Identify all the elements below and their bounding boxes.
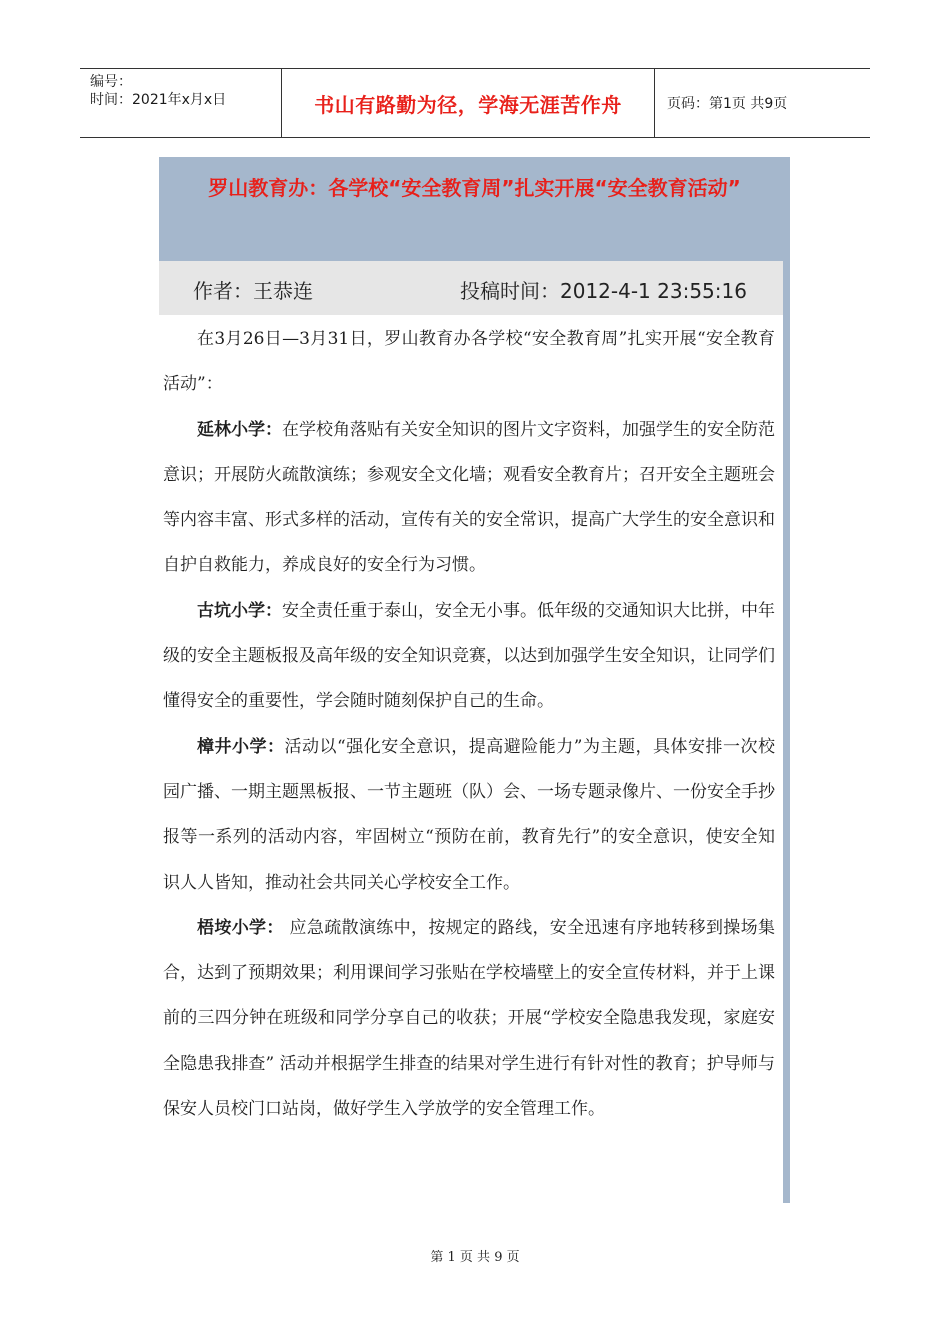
school-name: 梧垵小学：	[197, 917, 284, 938]
header-motto-cell	[282, 69, 655, 137]
header-page-cell	[655, 69, 870, 137]
section-paragraph	[163, 725, 775, 906]
page-code: 页码：第1页 共9页	[667, 96, 788, 112]
header-info-cell	[80, 69, 282, 137]
page-footer: 第 1 页 共 9 页	[430, 1250, 520, 1265]
number-label: 编号：	[90, 74, 132, 90]
time-label: 时间：2021年x月x日	[90, 92, 227, 108]
section-text: 应急疏散演练中，按规定的路线，安全迅速有序地转移到操场集合，达到了预期效果；利用课间学习张贴在学校墙壁上的安全宣传材料，并于上课前的三四分钟在班级和同学分享自己的收获；开展“学校安全隐患我发现，家庭安全隐患我排查” 活动并根据学生排查的结果对学生进行有针对性的教育；护导师与保安人员校门口站岗，做好学生入学放学的安全管理工作。	[163, 917, 776, 1120]
section-text: 安全责任重于泰山，安全无小事。低年级的交通知识大比拼，中年级的安全主题板报及高年级的安全知识竞赛，以达到加强学生安全知识，让同学们懂得安全的重要性，学会随时随刻保护自己的生命。	[163, 600, 775, 712]
intro-paragraph: 在3月26日—3月31日，罗山教育办各学校“安全教育周”扎实开展“安全教育活动”：	[163, 329, 775, 395]
section-paragraph	[163, 906, 775, 1132]
article-title: 罗山教育办：各学校“安全教育周”扎实开展“安全教育活动”	[159, 157, 790, 261]
school-name: 樟井小学：	[197, 736, 285, 757]
school-name: 古坑小学：	[197, 600, 282, 621]
section-text: 活动以“强化安全意识，提高避险能力”为主题，具体安排一次校园广播、一期主题黑板报、一节主题班（队）会、一场专题录像片、一份安全手抄报等一系列的活动内容，牢固树立“预防在前，教育先行”的安全意识，使安全知识人人皆知，推动社会共同关心学校安全工作。	[163, 736, 776, 893]
document-header	[80, 68, 870, 138]
article-author: 作者：王恭连	[193, 279, 313, 303]
article-post-time: 投稿时间：2012-4-1 23:55:16	[460, 279, 747, 303]
motto: 书山有路勤为径，学海无涯苦作舟	[314, 92, 622, 117]
section-text: 在学校角落贴有关安全知识的图片文字资料，加强学生的安全防范意识；开展防火疏散演练；参观安全文化墙；观看安全教育片；召开安全主题班会等内容丰富、形式多样的活动，宣传有关的安全常识，提高广大学生的安全意识和自护自救能力，养成良好的安全行为习惯。	[163, 419, 775, 576]
section-paragraph	[163, 408, 775, 589]
article-body	[163, 317, 775, 1132]
school-name: 延林小学：	[197, 419, 282, 440]
article-panel	[159, 157, 790, 1203]
section-paragraph	[163, 589, 775, 725]
article-meta	[159, 261, 783, 315]
